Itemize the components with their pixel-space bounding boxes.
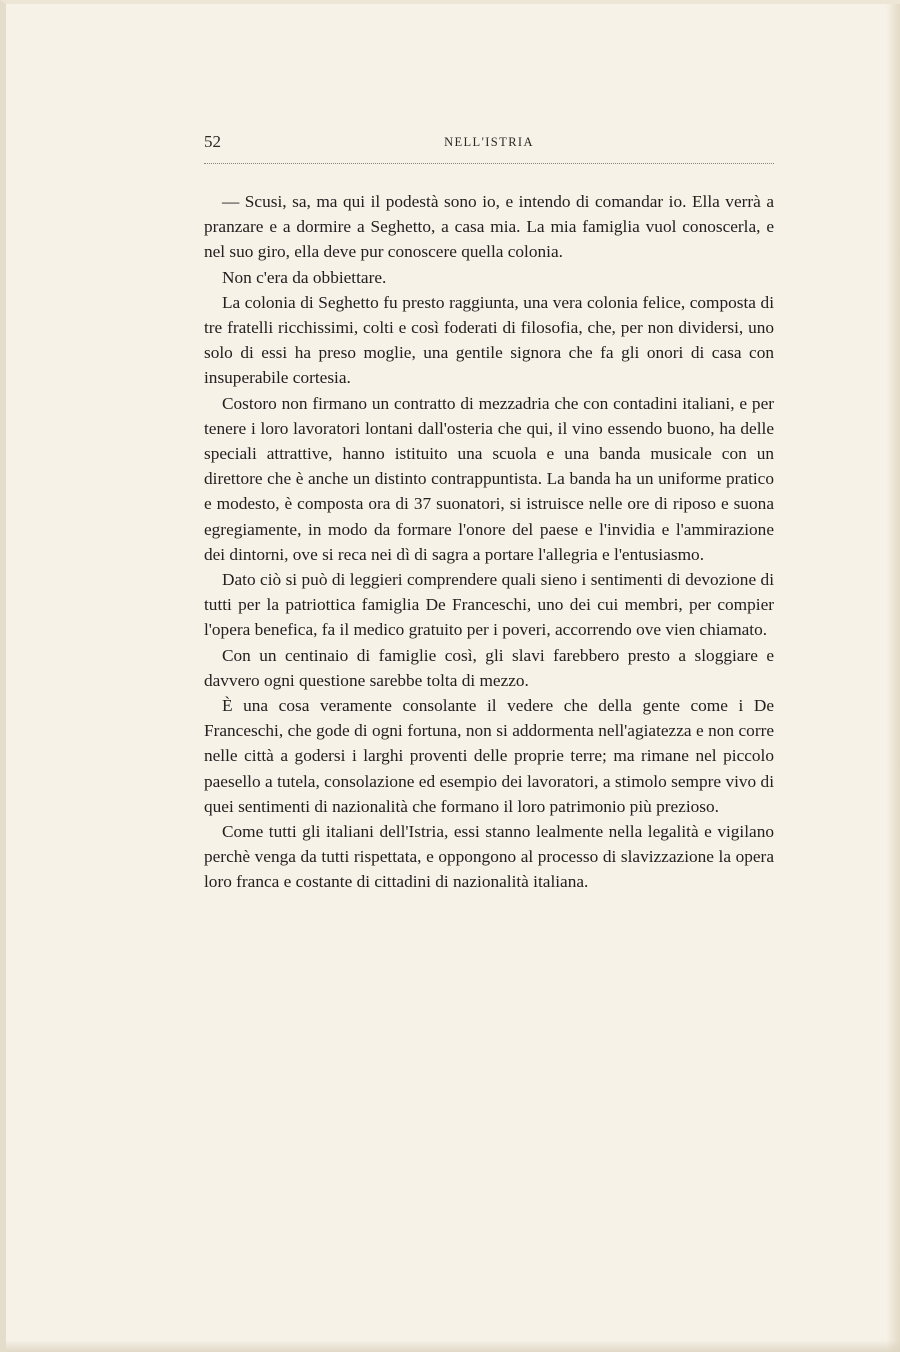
page-edge-shadow bbox=[886, 4, 900, 1352]
paragraph: Con un centinaio di famiglie così, gli slavi farebbero presto a sloggiare e davvero ogni questione sarebbe tolta di mezzo. bbox=[204, 645, 774, 690]
paragraph: Costoro non firmano un contratto di mezzadria che con contadini italiani, e per tenere i loro lavoratori lontani dall'osteria che qui, il vino essendo buono, ha delle speciali attrattive, hanno istituito una scuola e una banda musicale con un direttore che è anche un distinto contrappuntista. La banda ha un uniforme pratico e modesto, è composta ora di 37 suonatori, si istruisce nelle ore di riposo e suona egregiamente, in modo da formare l'onore del paese e l'invidia e l'ammirazione dei dintorni, ove si reca nei dì di sagra a portare l'allegria e l'entusiasmo. bbox=[204, 393, 774, 564]
page-number: 52 bbox=[204, 132, 221, 151]
header-dotted-rule bbox=[204, 163, 774, 164]
paragraph: — Scusi, sa, ma qui il podestà sono io, e intendo di comandar io. Ella verrà a pranzare e a dormire a Seghetto, a casa mia. La mia famiglia vuol conoscerla, e nel suo giro, ella deve pur conoscere quella colonia. bbox=[204, 192, 774, 262]
page-bottom-shadow bbox=[6, 1340, 900, 1352]
paragraph: Non c'era da obbiettare. bbox=[222, 267, 387, 287]
running-title: NELL'ISTRIA bbox=[444, 135, 534, 149]
body-text bbox=[204, 189, 774, 895]
paragraph: Come tutti gli italiani dell'Istria, essi stanno lealmente nella legalità e vigilano perchè venga da tutti rispettata, e oppongono al processo di slavizzazione la opera loro franca e costante di cittadini di nazionalità italiana. bbox=[204, 822, 774, 892]
page-header bbox=[204, 132, 774, 160]
paragraph: Dato ciò si può di leggieri comprendere quali sieno i sentimenti di devozione di tutti per la patriottica famiglia De Franceschi, uno dei cui membri, per compier l'opera benefica, fa il medico gratuito per i poveri, accorrendo ove vien chiamato. bbox=[204, 570, 774, 640]
paragraph: È una cosa veramente consolante il vedere che della gente come i De Franceschi, che gode di ogni fortuna, non si addormenta nell'agiatezza e non corre nelle città a godersi i larghi proventi delle proprie terre; ma rimane nel piccolo paesello a tutela, consolazione ed esempio dei lavoratori, a stimolo sempre vivo di quei sentimenti di nazionalità che formano il loro patrimonio più prezioso. bbox=[204, 696, 774, 816]
paragraph: La colonia di Seghetto fu presto raggiunta, una vera colonia felice, composta di tre fratelli ricchissimi, colti e così foderati di filosofia, che, per non dividersi, uno solo di essi ha preso moglie, una gentile signora che fa gli onori di casa con insuperabile cortesia. bbox=[204, 292, 774, 388]
